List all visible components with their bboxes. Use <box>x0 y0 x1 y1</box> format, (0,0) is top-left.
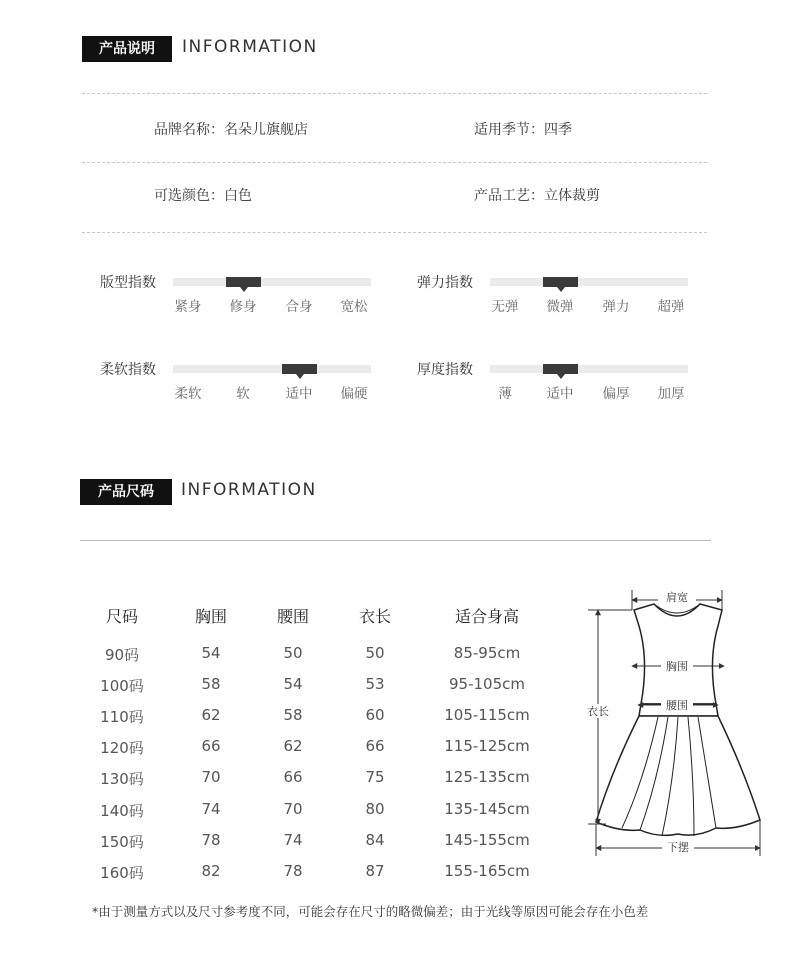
size-table-cell: 50 <box>283 644 303 662</box>
size-table-cell: 105-115cm <box>444 706 530 725</box>
size-table-cell: 160码 <box>100 863 144 882</box>
index-option: 偏厚 <box>602 386 630 402</box>
size-table-cell: 66 <box>365 737 385 756</box>
size-table-cell: 135-145cm <box>444 799 530 818</box>
size-table-cell: 74 <box>201 799 221 818</box>
dress-skirt <box>596 716 760 835</box>
index-option: 加厚 <box>657 386 685 402</box>
size-table-cell: 74 <box>283 830 303 849</box>
index-track <box>490 365 688 373</box>
size-table-cell: 84 <box>365 830 385 849</box>
hem-label: 下摆 <box>667 841 689 854</box>
size-table-cell: 58 <box>283 706 303 725</box>
size-section-title: INFORMATION <box>181 480 317 500</box>
dress-size-diagram <box>566 580 766 860</box>
size-table-cell: 75 <box>365 768 385 787</box>
index-option: 适中 <box>285 386 313 402</box>
size-table-cell: 66 <box>283 768 303 787</box>
size-table-cell: 115-125cm <box>444 737 530 756</box>
size-table-header: 胸围 <box>194 607 228 626</box>
index-track <box>173 278 371 286</box>
index-option: 无弹 <box>491 299 519 315</box>
index-option: 宽松 <box>340 299 368 315</box>
size-table-cell: 125-135cm <box>444 768 530 787</box>
divider <box>82 162 707 163</box>
index-option: 弹力 <box>602 299 630 315</box>
size-table-cell: 82 <box>201 861 221 880</box>
size-table-cell: 145-155cm <box>444 830 530 849</box>
size-table-cell: 87 <box>365 861 385 880</box>
size-table-cell: 58 <box>201 675 221 694</box>
index-marker <box>282 364 317 374</box>
index-option: 合身 <box>285 299 313 315</box>
size-table-cell: 78 <box>201 830 221 849</box>
size-table-cell: 95-105cm <box>449 675 525 694</box>
index-option: 超弹 <box>657 299 685 315</box>
size-table-header: 腰围 <box>276 607 310 626</box>
index-option: 柔软 <box>174 386 202 402</box>
size-table-cell: 53 <box>365 675 385 694</box>
dress-bodice <box>634 604 722 704</box>
index-option: 紧身 <box>174 299 202 315</box>
disclaimer-note: *由于测量方式以及尺寸参考度不同，可能会存在尺寸的略微偏差；由于光线等原因可能会存在小色差 <box>92 904 649 919</box>
size-table-cell: 70 <box>283 799 303 818</box>
waist-label: 腰围 <box>666 699 688 712</box>
index-label: 弹力指数 <box>417 275 473 291</box>
index-option: 偏硬 <box>340 386 368 402</box>
size-table-cell: 150码 <box>100 832 144 851</box>
divider <box>80 540 711 541</box>
index-marker <box>226 277 261 287</box>
index-option: 适中 <box>546 386 574 402</box>
size-table-cell: 85-95cm <box>453 644 521 662</box>
index-option: 修身 <box>229 299 257 315</box>
size-section-tag: 产品尺码 <box>80 479 172 505</box>
index-track <box>490 278 688 286</box>
index-option: 微弹 <box>546 299 574 315</box>
info-section-tag: 产品说明 <box>82 36 172 62</box>
index-marker <box>543 364 578 374</box>
size-table-cell: 140码 <box>100 801 144 820</box>
size-table-cell: 70 <box>201 768 221 787</box>
size-table-header: 适合身高 <box>454 607 520 626</box>
size-table-cell: 60 <box>365 706 385 725</box>
chest-label: 胸围 <box>666 660 688 673</box>
size-table-cell: 80 <box>365 799 385 818</box>
index-label: 版型指数 <box>100 275 156 291</box>
size-table-cell: 66 <box>201 737 221 756</box>
size-table-cell: 110码 <box>100 708 144 727</box>
color-option: 可选颜色：白色 <box>154 188 252 204</box>
size-table-header: 衣长 <box>358 607 392 626</box>
size-table-cell: 62 <box>283 737 303 756</box>
size-table-cell: 90码 <box>104 646 140 664</box>
info-section-title: INFORMATION <box>182 37 318 57</box>
index-label: 柔软指数 <box>100 362 156 378</box>
size-table-cell: 54 <box>201 644 221 662</box>
size-table-cell: 78 <box>283 861 303 880</box>
season: 适用季节：四季 <box>474 122 572 138</box>
index-option: 薄 <box>498 386 512 402</box>
divider <box>82 232 707 233</box>
size-table-cell: 130码 <box>100 770 144 789</box>
size-table-cell: 62 <box>201 706 221 725</box>
craft: 产品工艺：立体裁剪 <box>474 188 600 204</box>
size-table-header: 尺码 <box>105 607 139 626</box>
size-table-cell: 100码 <box>100 677 144 696</box>
size-table-cell: 155-165cm <box>444 861 530 880</box>
index-marker <box>543 277 578 287</box>
index-option: 软 <box>236 386 250 402</box>
index-label: 厚度指数 <box>417 362 473 378</box>
size-table-cell: 120码 <box>100 739 144 758</box>
brand-name: 品牌名称：名朵儿旗舰店 <box>154 122 308 138</box>
length-label: 衣长 <box>587 705 609 718</box>
shoulder-label: 肩宽 <box>666 591 688 604</box>
size-table-cell: 50 <box>365 644 385 662</box>
index-track <box>173 365 371 373</box>
size-table-cell: 54 <box>283 675 303 694</box>
divider <box>82 93 707 94</box>
